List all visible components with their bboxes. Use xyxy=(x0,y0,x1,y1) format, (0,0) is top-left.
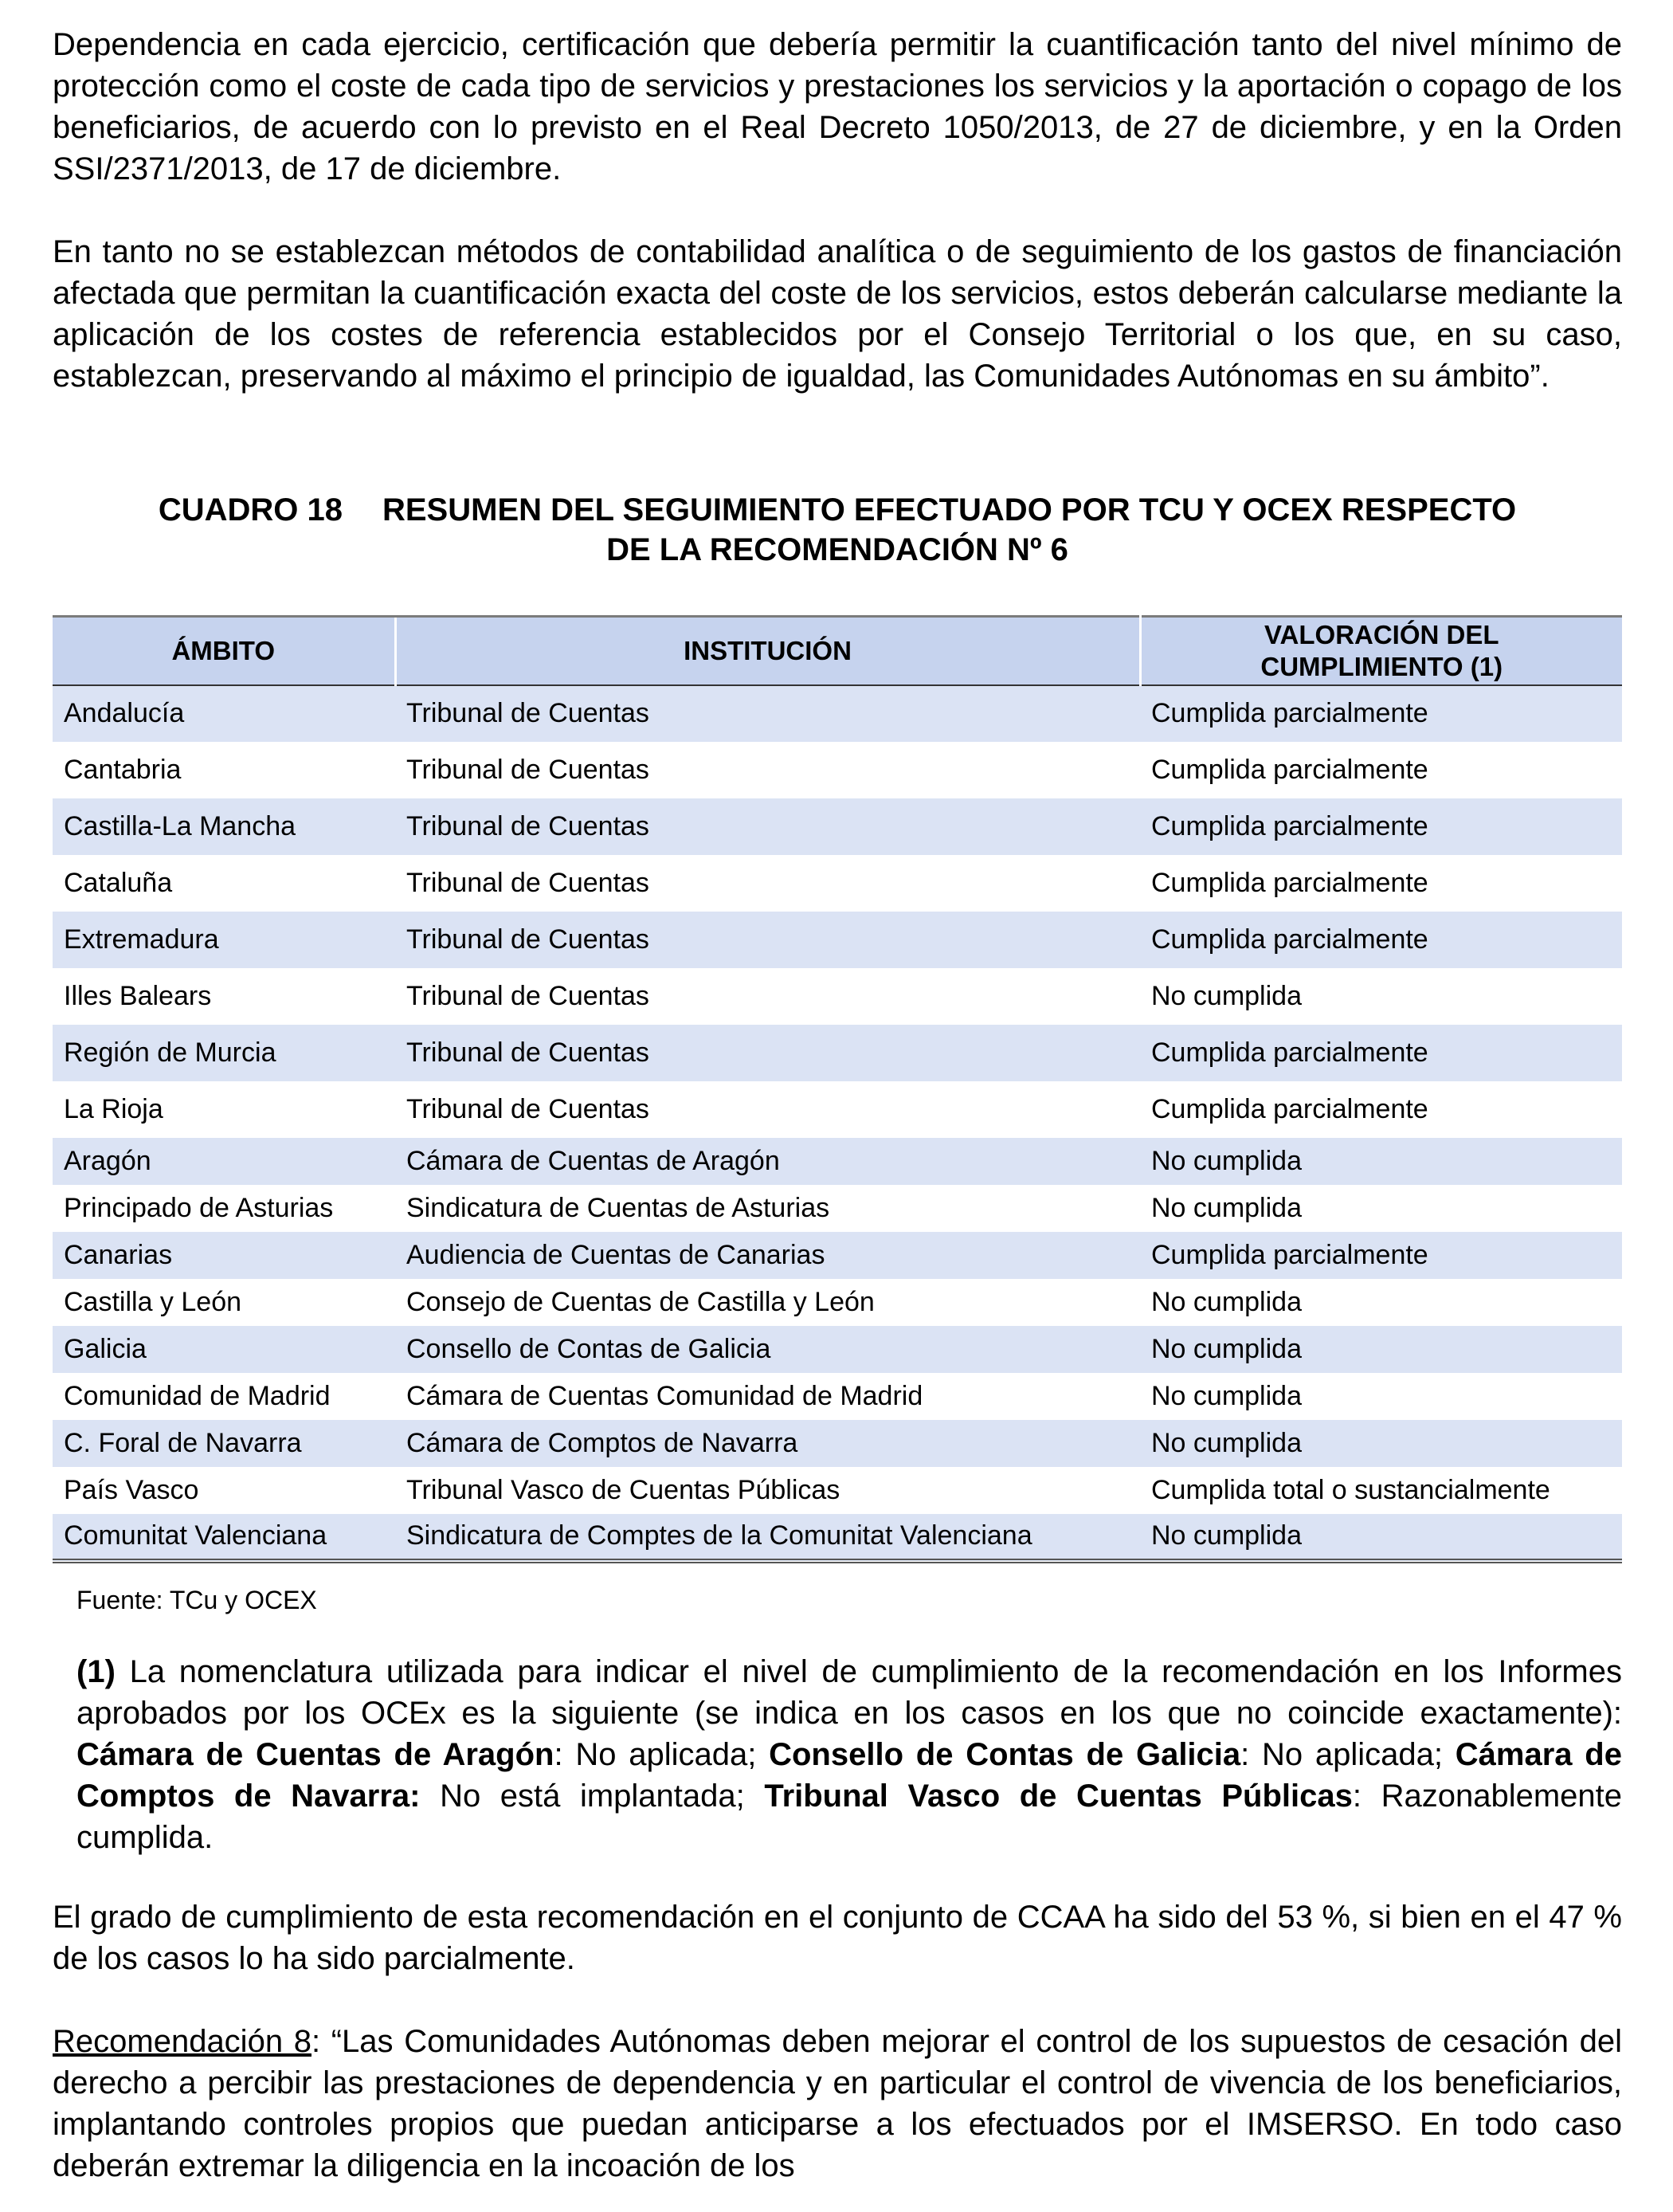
cell-institucion: Consejo de Cuentas de Castilla y León xyxy=(406,1286,875,1317)
footnote-value: Razonablemente cumplida. xyxy=(76,1779,1622,1855)
header-valoracion: VALORACIÓN DEL CUMPLIMIENTO (1) xyxy=(1140,617,1622,685)
table-row xyxy=(53,798,1622,855)
paragraph-1: Dependencia en cada ejercicio, certificación que debería permitir la cuantificación tanto del nivel mínimo de protección como el coste de cada tipo de servicios y prestaciones los servicios y la aportación o copago de los beneficiarios, de acuerdo con lo previsto en el Real Decreto 1050/2013, de 27 de diciembre, y en la Orden SSI/2371/2013, de 17 de diciembre. xyxy=(53,27,1622,186)
cell-valoracion: Cumplida parcialmente xyxy=(1151,867,1428,898)
cell-valoracion: No cumplida xyxy=(1151,1192,1302,1223)
cell-ambito: Región de Murcia xyxy=(64,1037,276,1068)
cell-ambito: País Vasco xyxy=(64,1474,199,1505)
footnote-separator: : xyxy=(1240,1737,1263,1772)
cell-ambito: Comunidad de Madrid xyxy=(64,1380,331,1411)
cell-institucion: Tribunal de Cuentas xyxy=(406,698,649,728)
cell-institucion: Tribunal de Cuentas xyxy=(406,754,649,785)
footnote-org: Consello de Contas de Galicia xyxy=(769,1737,1241,1772)
paragraph-2: En tanto no se establezcan métodos de contabilidad analítica o de seguimiento de los gastos de financiación afectada que permitan la cuantificación exacta del coste de los servicios, estos deberán calcularse mediante la aplicación de los costes de referencia establecidos por el Consejo Territorial o los que, en su caso, establezcan, preservando al máximo el principio de igualdad, las Comunidades Autónomas en su ámbito”. xyxy=(53,234,1622,394)
footnote-marker: (1) xyxy=(76,1654,116,1689)
cell-ambito: La Rioja xyxy=(64,1093,163,1124)
table-row xyxy=(53,968,1622,1025)
footnote-separator: : xyxy=(1352,1779,1381,1814)
footnote-intro: La nomenclatura utilizada para indicar el nivel de cumplimiento de la recomendación en los Informes aprobados por los OCEx es la siguiente (se indica en los casos en los que no coincide exactamente): xyxy=(76,1654,1622,1731)
cell-valoracion: Cumplida parcialmente xyxy=(1151,1093,1428,1124)
table-row xyxy=(53,1279,1622,1326)
cell-institucion: Sindicatura de Cuentas de Asturias xyxy=(406,1192,830,1223)
cell-valoracion: Cumplida parcialmente xyxy=(1151,1037,1428,1068)
cell-institucion: Cámara de Comptos de Navarra xyxy=(406,1427,798,1458)
cell-institucion: Tribunal de Cuentas xyxy=(406,980,649,1011)
cell-valoracion: No cumplida xyxy=(1151,1333,1302,1364)
table-row xyxy=(53,855,1622,912)
cell-institucion: Tribunal Vasco de Cuentas Públicas xyxy=(406,1474,840,1505)
cell-valoracion: No cumplida xyxy=(1140,1514,1622,1561)
cell-institucion: Tribunal de Cuentas xyxy=(406,1037,649,1068)
table-row xyxy=(53,1420,1622,1467)
recommendation-text: : “Las Comunidades Autónomas deben mejorar el control de los supuestos de cesación del derecho a percibir las prestaciones de dependencia y en particular el control de vivencia de los beneficiarios, implantando controles propios que puedan anticiparse a los efectuados por el IMSERSO. En todo caso deberán extremar la diligencia en la incoación de los xyxy=(53,2024,1623,2183)
cell-ambito: Extremadura xyxy=(64,924,219,955)
paragraph-4 xyxy=(53,2021,1622,2187)
footnote-value: No aplicada; xyxy=(1262,1737,1456,1772)
cell-valoracion: Cumplida total o sustancialmente xyxy=(1151,1474,1550,1505)
footnote-separator: : xyxy=(554,1737,576,1772)
cell-valoracion: No cumplida xyxy=(1151,1286,1302,1317)
cell-ambito: Illes Balears xyxy=(64,980,212,1011)
cell-ambito: Andalucía xyxy=(64,698,185,728)
cell-ambito: Castilla y León xyxy=(64,1286,242,1317)
table-number: CUADRO 18 xyxy=(158,492,343,528)
table-title-line-2: DE LA RECOMENDACIÓN Nº 6 xyxy=(606,532,1068,567)
cell-institucion: Sindicatura de Comptes de la Comunitat Valenciana xyxy=(395,1514,1140,1561)
footnote xyxy=(76,1651,1622,1858)
cell-institucion: Consello de Contas de Galicia xyxy=(406,1333,771,1364)
cell-institucion: Audiencia de Cuentas de Canarias xyxy=(406,1239,825,1270)
cell-ambito: Cantabria xyxy=(64,754,182,785)
footnote-value: No aplicada; xyxy=(575,1737,770,1772)
cell-ambito: Cataluña xyxy=(64,867,173,898)
cell-valoracion: No cumplida xyxy=(1151,1380,1302,1411)
table-source: Fuente: TCu y OCEX xyxy=(76,1586,317,1614)
cell-valoracion: No cumplida xyxy=(1151,1145,1302,1176)
cell-institucion: Cámara de Cuentas Comunidad de Madrid xyxy=(406,1380,923,1411)
cell-ambito: Castilla-La Mancha xyxy=(64,810,296,841)
table-row xyxy=(53,1232,1622,1279)
footnote-org: Tribunal Vasco de Cuentas Públicas xyxy=(764,1779,1353,1814)
cell-ambito: Principado de Asturias xyxy=(64,1192,334,1223)
table-header-row xyxy=(53,617,1622,685)
table-title-line-1: RESUMEN DEL SEGUIMIENTO EFECTUADO POR TCU Y OCEX RESPECTO xyxy=(382,492,1517,528)
cell-valoracion: No cumplida xyxy=(1151,1427,1302,1458)
table-row xyxy=(53,1138,1622,1185)
header-institucion: INSTITUCIÓN xyxy=(395,617,1140,685)
table-body xyxy=(53,685,1622,1561)
cell-valoracion: Cumplida parcialmente xyxy=(1151,1239,1428,1270)
header-ambito: ÁMBITO xyxy=(53,617,395,685)
cell-valoracion: Cumplida parcialmente xyxy=(1151,924,1428,955)
cell-institucion: Cámara de Cuentas de Aragón xyxy=(406,1145,780,1176)
footnote-org: Cámara de Comptos de Navarra: xyxy=(76,1737,1622,1814)
summary-table xyxy=(53,615,1622,1563)
cell-institucion: Tribunal de Cuentas xyxy=(406,924,649,955)
cell-ambito: Comunitat Valenciana xyxy=(53,1514,395,1561)
cell-valoracion: No cumplida xyxy=(1151,980,1302,1011)
cell-ambito: Aragón xyxy=(64,1145,151,1176)
cell-valoracion: Cumplida parcialmente xyxy=(1151,698,1428,728)
table-row xyxy=(53,912,1622,968)
table-row xyxy=(53,1373,1622,1420)
table-row xyxy=(53,1467,1622,1514)
footnote-value: No está implantada; xyxy=(440,1779,765,1814)
table-row xyxy=(53,685,1622,742)
paragraph-3: El grado de cumplimiento de esta recomendación en el conjunto de CCAA ha sido del 53 %, si bien en el 47 % de los casos lo ha sido parcialmente. xyxy=(53,1900,1622,1976)
table-row xyxy=(53,1025,1622,1081)
cell-ambito: Galicia xyxy=(64,1333,147,1364)
table-row xyxy=(53,742,1622,798)
cell-valoracion: Cumplida parcialmente xyxy=(1151,754,1428,785)
cell-institucion: Tribunal de Cuentas xyxy=(406,867,649,898)
table-row xyxy=(53,1081,1622,1138)
table-row xyxy=(53,1326,1622,1373)
cell-institucion: Tribunal de Cuentas xyxy=(406,810,649,841)
footnote-entries xyxy=(76,1737,1622,1855)
cell-ambito: C. Foral de Navarra xyxy=(64,1427,302,1458)
table-row xyxy=(53,1185,1622,1232)
cell-institucion: Tribunal de Cuentas xyxy=(406,1093,649,1124)
recommendation-label: Recomendación 8 xyxy=(53,2024,311,2059)
table-row xyxy=(53,1514,1622,1561)
cell-ambito: Canarias xyxy=(64,1239,173,1270)
cell-valoracion: Cumplida parcialmente xyxy=(1151,810,1428,841)
footnote-separator xyxy=(420,1779,440,1814)
footnote-org: Cámara de Cuentas de Aragón xyxy=(76,1737,554,1772)
table-title xyxy=(53,490,1622,570)
